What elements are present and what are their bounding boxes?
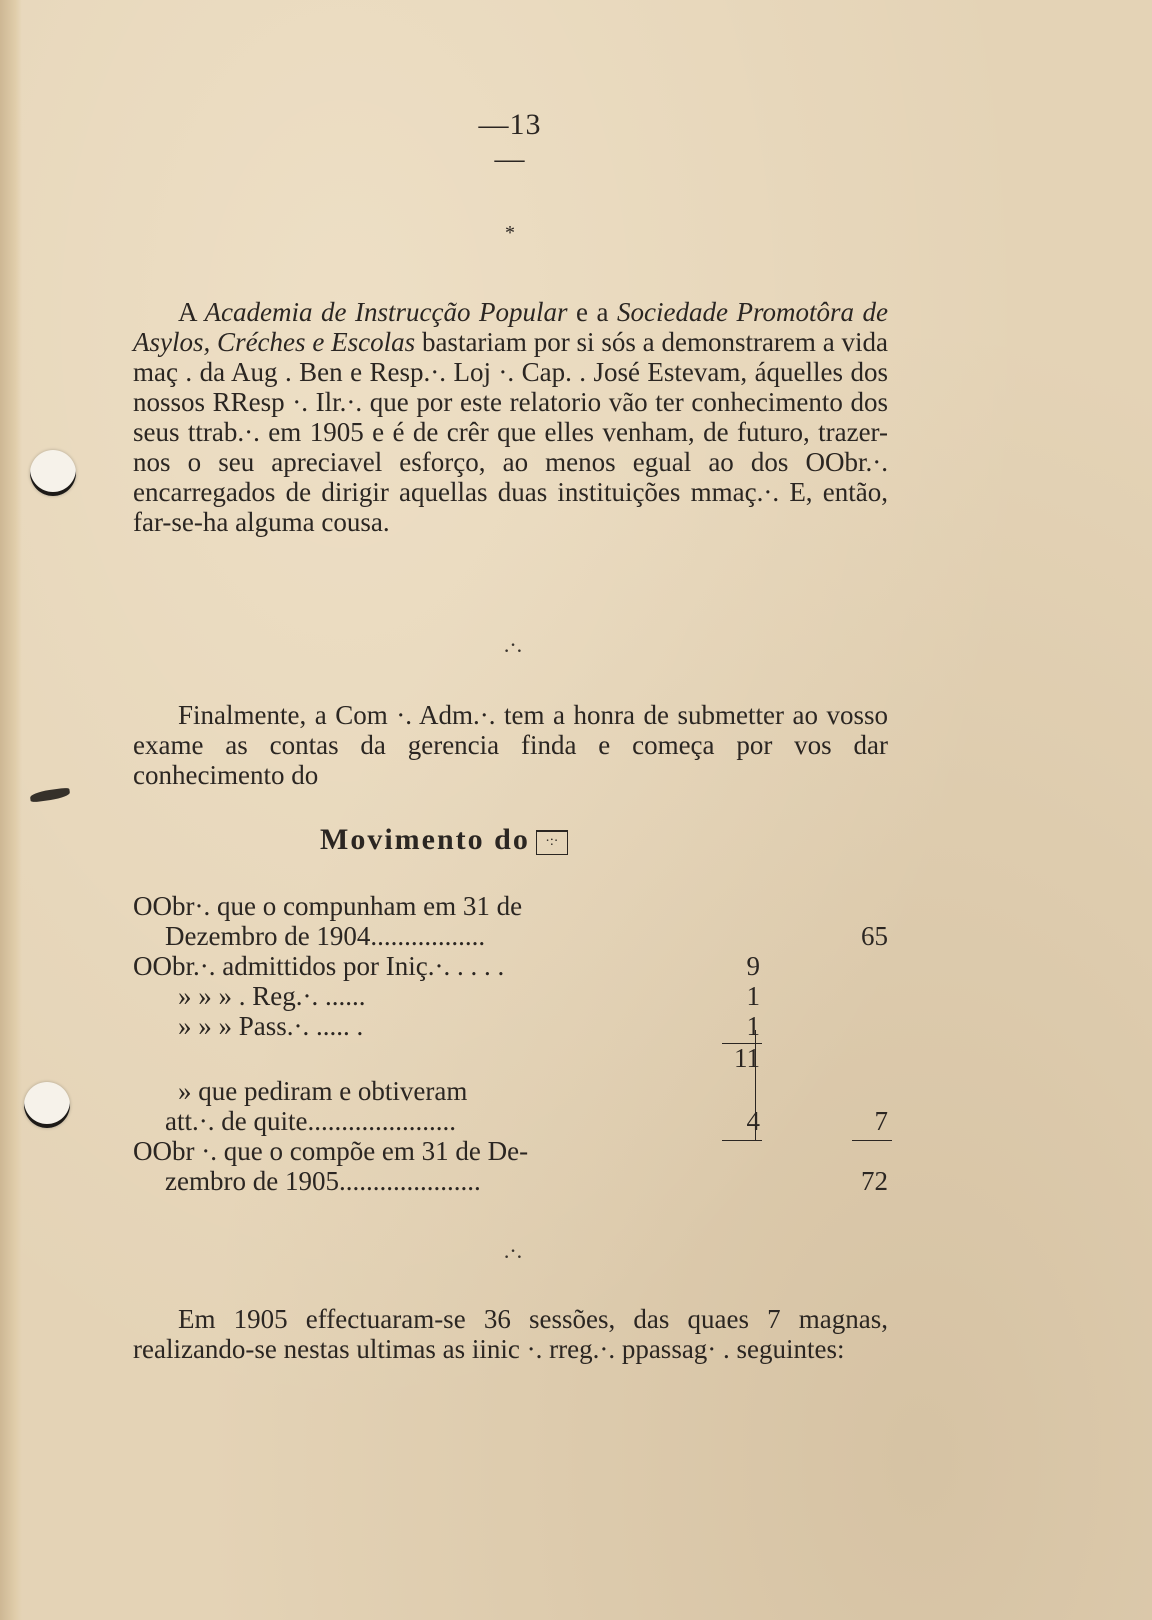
ledger-total-value: 7 [874, 1106, 888, 1136]
ledger-subtotal-value: 4 [746, 1106, 760, 1136]
institution-name-academia: Academia de Instrucção Popular [204, 297, 568, 327]
ledger-sum-rule [852, 1140, 892, 1141]
lodge-symbol-icon: ·:· [536, 830, 568, 855]
paragraph-sessoes [133, 1304, 888, 1364]
ledger-sum-rule [722, 1140, 762, 1141]
page-number: —13— [478, 108, 542, 175]
section-divider: .·. [503, 1238, 523, 1263]
paragraph-sessoes-text: Em 1905 effectuaram-se 36 sessões, das quaes 7 magnas, realizando-se nestas ultimas as iinic ·. rreg.·. ppassag· . seguintes: [133, 1304, 888, 1364]
ledger-subtotal-value: 1 [746, 981, 760, 1011]
ledger-subtotal-value: 11 [734, 1043, 760, 1073]
ledger-total-value: 65 [861, 921, 888, 951]
ledger-heading-text: Movimento do [320, 823, 530, 856]
ledger-total-value: 72 [861, 1166, 888, 1196]
ledger-row-label: OObr·. que o compunham em 31 de [133, 891, 523, 921]
ledger-subtotal-value: 1 [746, 1011, 760, 1041]
paragraph-finalmente-text: Finalmente, a Com ·. Adm.·. tem a honra de submetter ao vosso exame as contas da gerencia finda e começa por vos dar conhecimento do [133, 700, 888, 790]
ledger-row-label: OObr.·. admittidos por Iniç.·. . . . . [133, 951, 505, 981]
ledger-row-label: zembro de 1905..................... [165, 1166, 481, 1196]
section-divider: .·. [503, 632, 523, 657]
ledger-row-label: » que pediram e obtiveram [178, 1076, 468, 1106]
ledger-row-label: OObr ·. que o compõe em 31 de De- [133, 1136, 529, 1166]
ledger-column-rule [755, 1030, 756, 1140]
ledger-row-label: » » » . Reg.·. ...... [178, 981, 366, 1011]
paragraph-body: bastariam por si sós a demonstrarem a vida maç . da Aug . Ben e Resp.·. Loj ·. Cap. . José Estevam, áquelles dos nossos RResp ·. Ilr.·. que por este relatorio vão ter conhecimento dos seus ttrab.·. em 1905 e é de crêr que elles venham, de futuro, trazer-nos o seu apreciavel esforço, ao menos egual ao dos OObr.·. encarregados de dirigir aquellas duas instituições mmaç.·. E, então, far-se-ha alguma cousa. [133, 327, 888, 537]
ledger-row-label: Dezembro de 1904................. [165, 921, 486, 951]
institution-name-sociedade: Sociedade Promotôra de Asylos, Créches e Escolas [133, 297, 888, 357]
ledger-row-label: att.·. de quite...................... [165, 1106, 456, 1136]
section-asterisk: * [505, 222, 515, 244]
paragraph-connector: e a [567, 297, 618, 327]
ledger-sum-rule [722, 1043, 762, 1044]
ledger-subtotal-value: 9 [746, 951, 760, 981]
ledger-row-label: » » » Pass.·. ..... . [178, 1011, 364, 1041]
paragraph-intro: A [178, 297, 205, 327]
